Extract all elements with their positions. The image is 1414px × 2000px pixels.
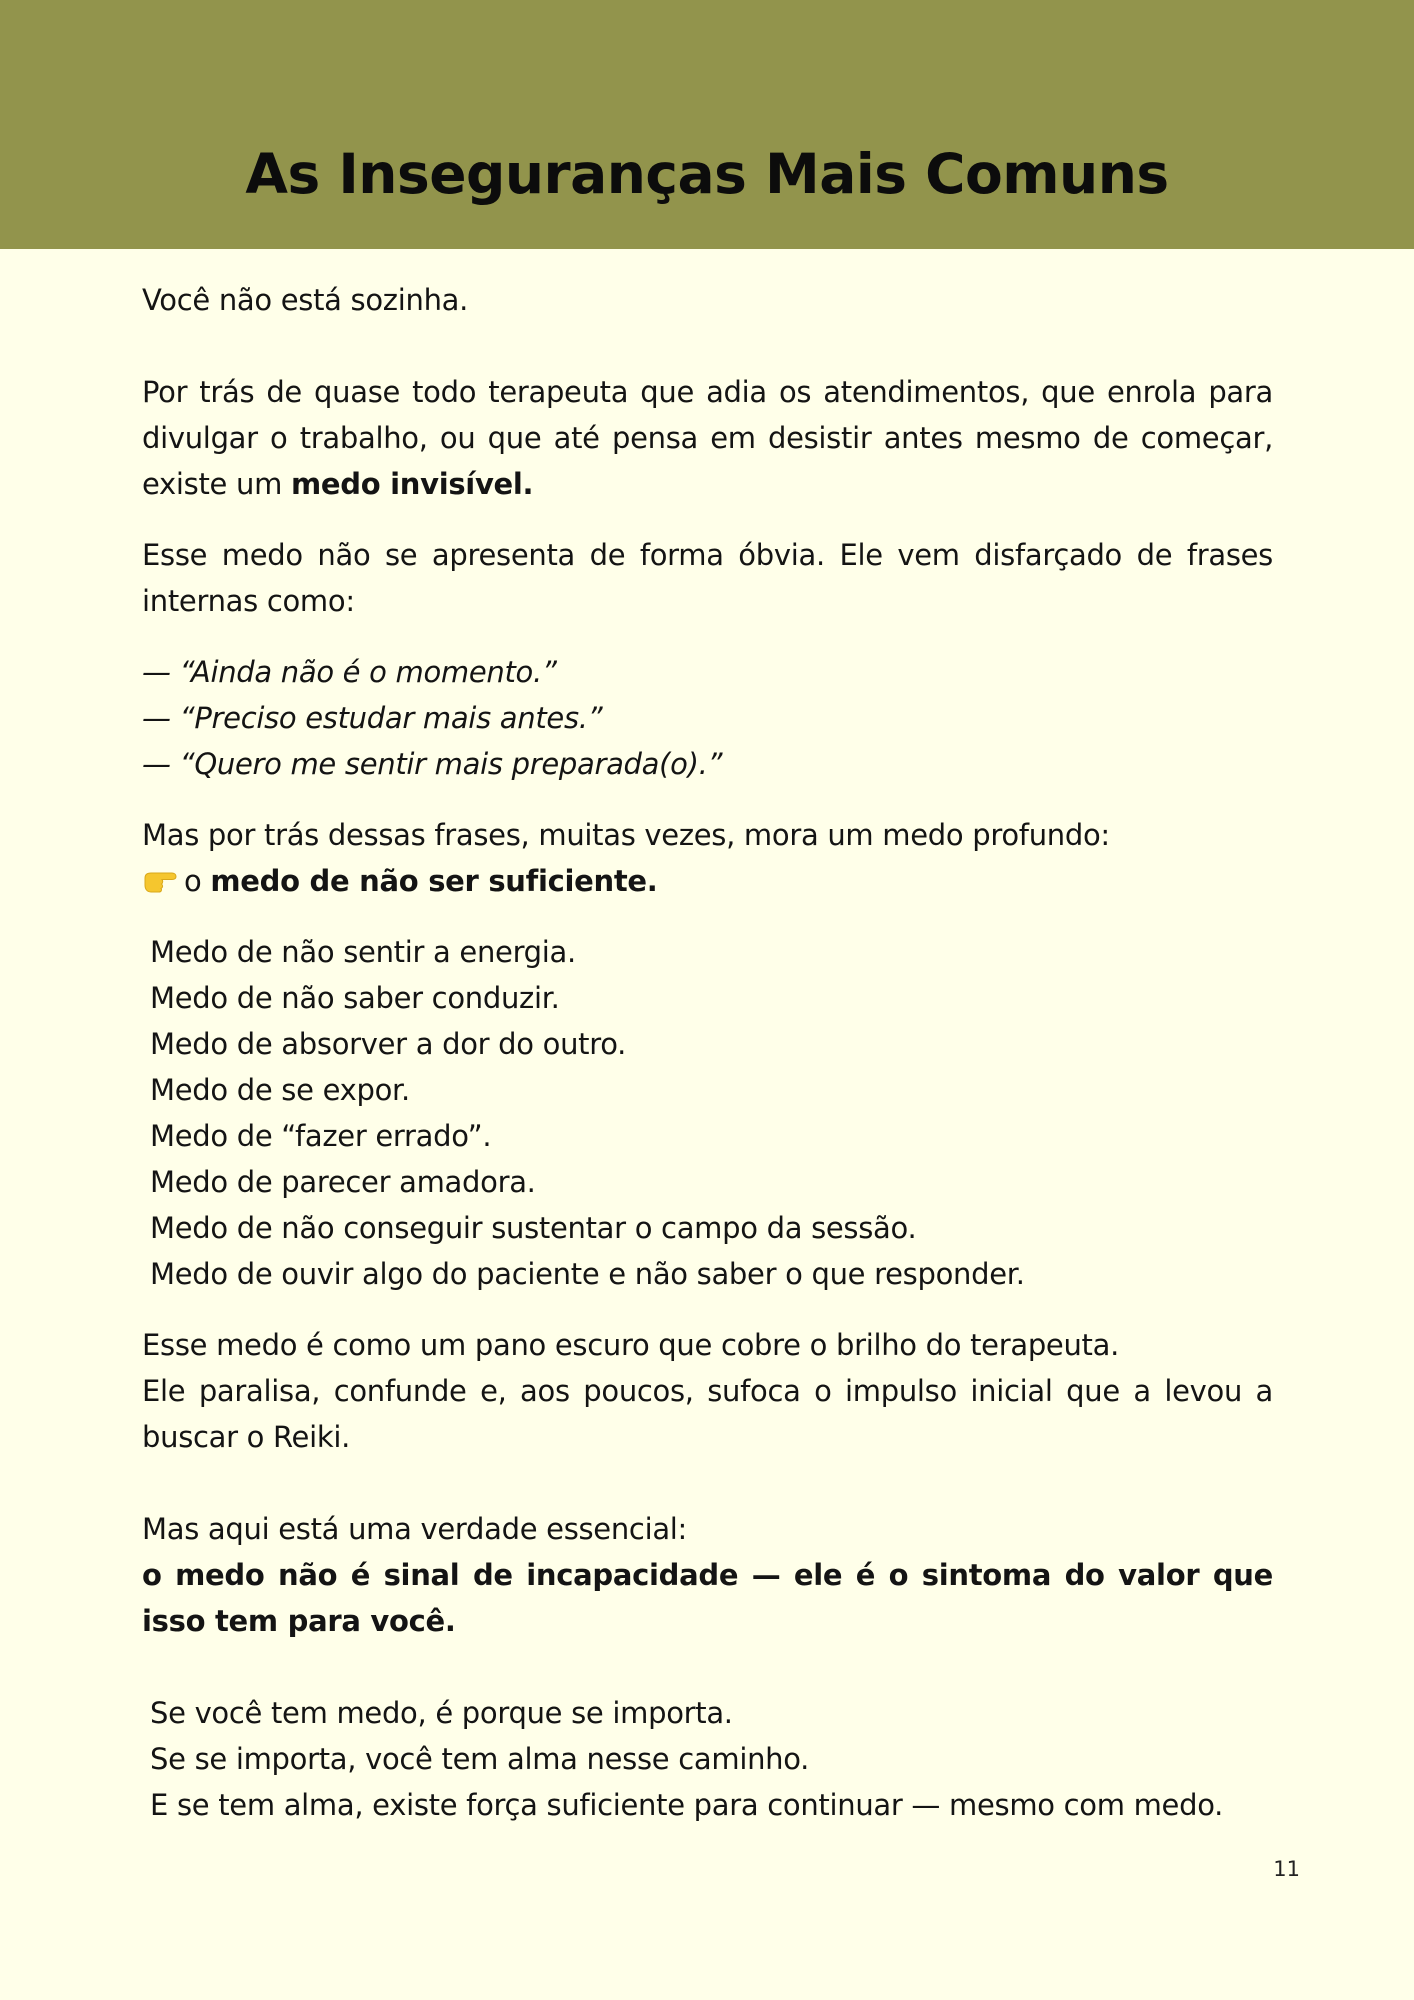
header-banner: [0, 0, 1414, 249]
disguise-paragraph: Esse medo não se apresenta de forma óbvia. Ele vem disfarçado de frases internas como:: [142, 538, 1273, 618]
page-number: 11: [1273, 1857, 1300, 1881]
final-line: Se se importa, você tem alma nesse caminho.: [150, 1742, 810, 1776]
fear-item: Medo de parecer amadora.: [150, 1165, 536, 1199]
pointer-prefix: o: [184, 864, 211, 898]
closing-line: Esse medo é como um pano escuro que cobre o brilho do terapeuta.: [142, 1328, 1120, 1362]
deep-fear-line: Mas por trás dessas frases, muitas vezes, mora um medo profundo:: [142, 818, 1110, 852]
fear-item: Medo de absorver a dor do outro.: [150, 1027, 627, 1061]
intro-paragraph-emphasis: medo invisível.: [290, 467, 534, 501]
page-title: As Inseguranças Mais Comuns: [245, 142, 1169, 206]
intro-paragraph-text: Por trás de quase todo terapeuta que adia os atendimentos, que enrola para divulgar o trabalho, ou que até pensa em desistir antes mesmo de começar, existe um: [142, 375, 1273, 501]
quote-item: — “Ainda não é o momento.”: [142, 655, 557, 689]
fear-item: Medo de não sentir a energia.: [150, 935, 576, 969]
quote-item: — “Quero me sentir mais preparada(o).”: [142, 747, 723, 781]
fear-item: Medo de não saber conduzir.: [150, 981, 560, 1015]
fear-item: Medo de não conseguir sustentar o campo da sessão.: [150, 1211, 917, 1245]
fears-list: [142, 929, 1273, 1297]
quote-item: — “Preciso estudar mais antes.”: [142, 701, 603, 735]
closing-paragraph: Ele paralisa, confunde e, aos poucos, sufoca o impulso inicial que a levou a buscar o Reiki.: [142, 1374, 1273, 1454]
fear-item: Medo de “fazer errado”.: [150, 1119, 492, 1153]
final-line: Se você tem medo, é porque se importa.: [150, 1696, 733, 1730]
truth-intro: Mas aqui está uma verdade essencial:: [142, 1512, 688, 1546]
truth-statement: o medo não é sinal de incapacidade — ele é o sintoma do valor que isso tem para você.: [142, 1558, 1273, 1638]
intro-paragraph: [142, 369, 1273, 507]
final-line: E se tem alma, existe força suficiente para continuar — mesmo com medo.: [150, 1788, 1224, 1822]
quotes-list: [142, 649, 1273, 787]
fear-item: Medo de se expor.: [150, 1073, 410, 1107]
final-lines: [142, 1690, 1273, 1828]
fear-item: Medo de ouvir algo do paciente e não saber o que responder.: [150, 1257, 1025, 1291]
pointing-hand-icon: [142, 862, 178, 892]
deep-fear-pointer: [142, 858, 1273, 904]
page-content: [142, 277, 1273, 1828]
intro-line: Você não está sozinha.: [142, 283, 469, 317]
pointer-emphasis: medo de não ser suficiente.: [210, 864, 658, 898]
